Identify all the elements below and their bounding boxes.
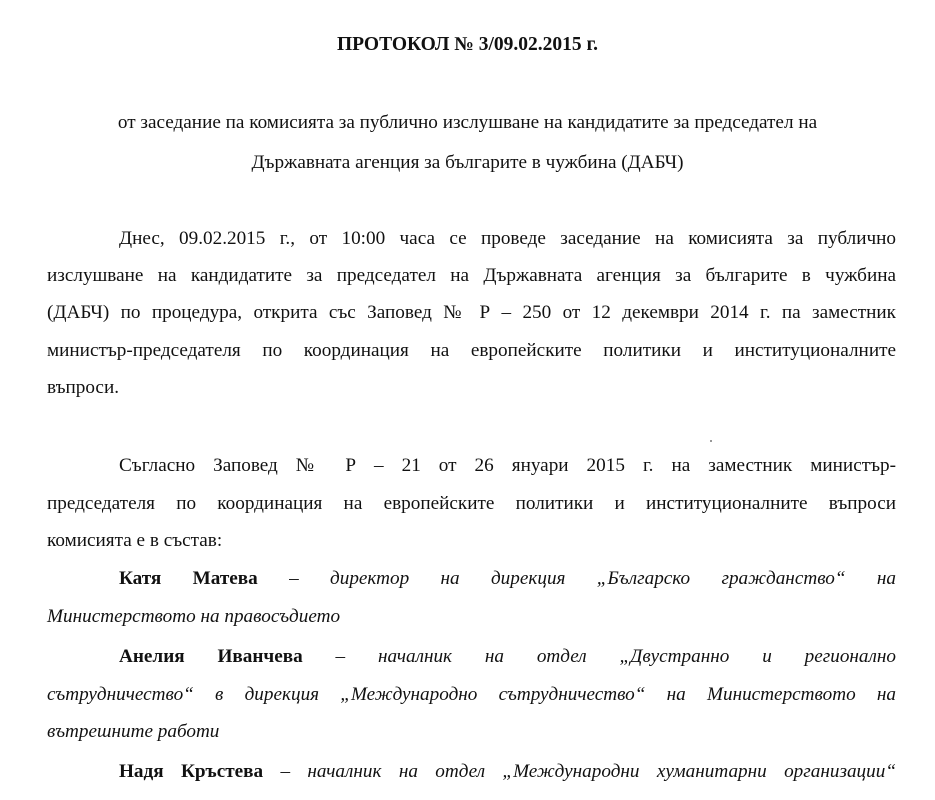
paragraph1-line-1: Днес, 09.02.2015 г., от 10:00 часа се проведе заседание на комисията за публично bbox=[119, 228, 896, 249]
member-3-line-1 bbox=[47, 760, 896, 784]
member-1-line-1 bbox=[47, 567, 896, 591]
member-3-name: Надя Кръстева bbox=[119, 761, 264, 782]
paragraph1-line-3: (ДАБЧ) по процедура, открита със Заповед № Р – 250 от 12 декември 2014 г. па заместник bbox=[47, 302, 896, 323]
member-1-role: – директор на дирекция „Българско гражданство“ на bbox=[257, 568, 896, 589]
member-3-role: – началник на отдел „Международни хуманитарни организации“ bbox=[263, 761, 896, 782]
member-1-line-2: Министерството на правосъдието bbox=[47, 606, 341, 627]
member-2-line-1 bbox=[47, 645, 896, 669]
paragraph1-line-5: въпроси. bbox=[47, 377, 120, 398]
member-2-name: Анелия Иванчева bbox=[119, 646, 303, 667]
paragraph2-line-2: председателя по координация на европейските политики и институционалните въпроси bbox=[47, 493, 896, 514]
paragraph1-line-4: министър-председателя по координация на европейските политики и институционалните bbox=[47, 340, 896, 361]
document-title: ПРОТОКОЛ № 3/09.02.2015 г. bbox=[336, 34, 599, 55]
paragraph2-line-3: комисията е в състав: bbox=[47, 530, 223, 551]
paragraph2-line-1: Съгласно Заповед № Р – 21 от 26 януари 2015 г. на заместник министър- bbox=[119, 455, 896, 476]
paragraph1-line-2: изслушване на кандидатите за председател на Държавната агенция за българите в чужбина bbox=[47, 265, 896, 286]
subtitle-line-1: от заседание па комисията за публично изслушване на кандидатите за председател на bbox=[117, 112, 818, 133]
member-2-line-2: сътрудничество“ в дирекция „Международно сътрудничество“ на Министерството на bbox=[47, 684, 896, 705]
member-2-role: – началник на отдел „Двустранно и регионално bbox=[302, 646, 897, 667]
subtitle-line-2: Държавната агенция за българите в чужбина (ДАБЧ) bbox=[251, 152, 684, 173]
member-1-name: Катя Матева bbox=[119, 568, 258, 589]
member-2-line-3: вътрешните работи bbox=[47, 721, 220, 742]
scan-speck bbox=[710, 440, 712, 442]
